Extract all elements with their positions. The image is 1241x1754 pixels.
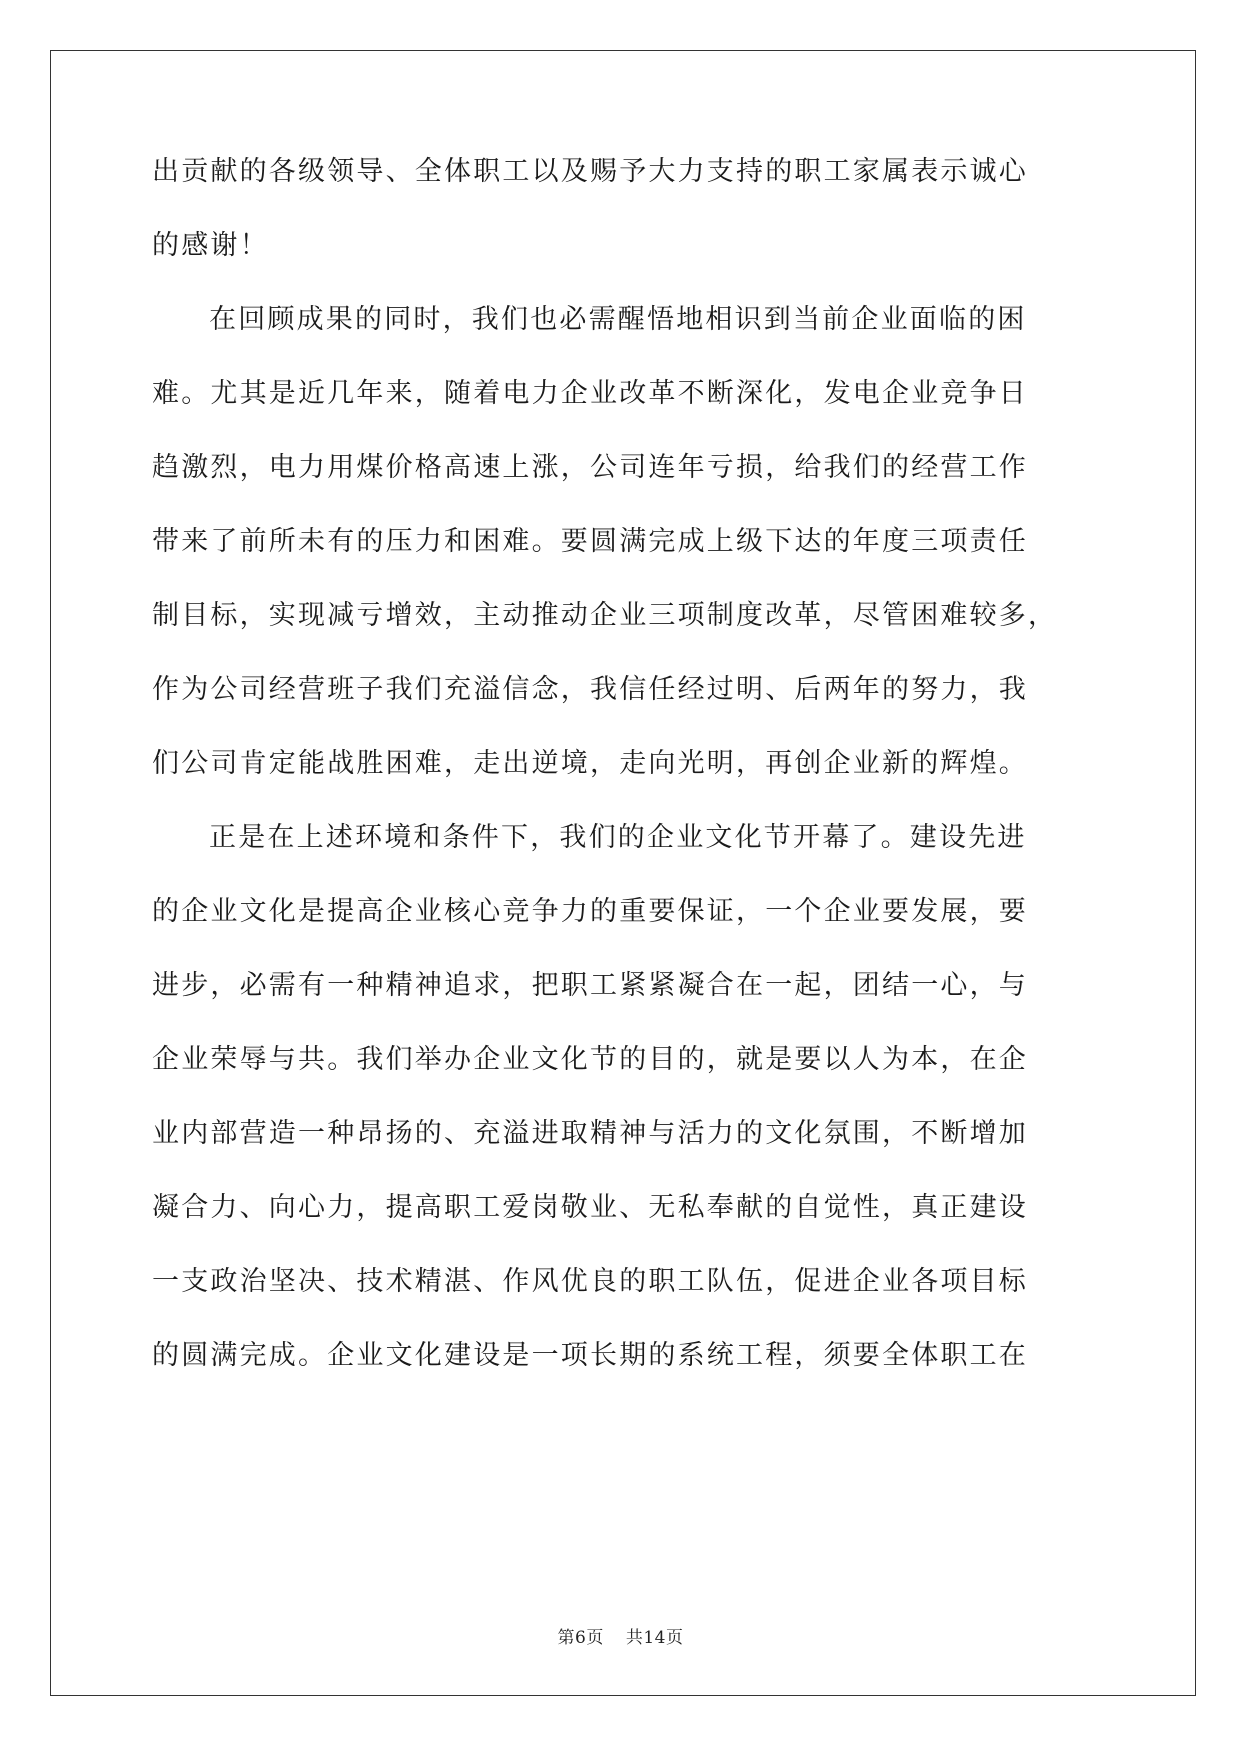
- paragraph-line: 的企业文化是提高企业核心竞争力的重要保证，一个企业要发展，要: [152, 896, 1028, 927]
- page-footer: [0, 1627, 1241, 1649]
- paragraph-line: 难。尤其是近几年来，随着电力企业改革不断深化，发电企业竞争日: [152, 378, 1028, 409]
- paragraph-line: 在回顾成果的同时，我们也必需醒悟地相识到当前企业面临的困: [209, 304, 1027, 335]
- paragraph-line: 的圆满完成。企业文化建设是一项长期的系统工程，须要全体职工在: [152, 1340, 1028, 1371]
- paragraph-line: 制目标，实现减亏增效，主动推动企业三项制度改革，尽管困难较多，: [152, 600, 1058, 631]
- current-page-number: 第6页: [557, 1628, 604, 1648]
- paragraph-line: 业内部营造一种昂扬的、充溢进取精神与活力的文化氛围，不断增加: [152, 1118, 1028, 1149]
- total-pages: 共14页: [625, 1628, 684, 1648]
- page-border: [50, 50, 1196, 1696]
- paragraph-line: 带来了前所未有的压力和困难。要圆满完成上级下达的年度三项责任: [152, 526, 1028, 557]
- paragraph-line: 们公司肯定能战胜困难，走出逆境，走向光明，再创企业新的辉煌。: [152, 748, 1028, 779]
- paragraph-line: 凝合力、向心力，提高职工爱岗敬业、无私奉献的自觉性，真正建设: [152, 1192, 1028, 1223]
- paragraph-line: 作为公司经营班子我们充溢信念，我信任经过明、后两年的努力，我: [152, 674, 1028, 705]
- paragraph-line: 出贡献的各级领导、全体职工以及赐予大力支持的职工家属表示诚心: [152, 156, 1028, 187]
- paragraph-line: 企业荣辱与共。我们举办企业文化节的目的，就是要以人为本，在企: [152, 1044, 1028, 1075]
- paragraph-line: 正是在上述环境和条件下，我们的企业文化节开幕了。建设先进: [209, 822, 1027, 853]
- paragraph-line: 一支政治坚决、技术精湛、作风优良的职工队伍，促进企业各项目标: [152, 1266, 1028, 1297]
- paragraph-line: 进步，必需有一种精神追求，把职工紧紧凝合在一起，团结一心，与: [152, 970, 1028, 1001]
- paragraph-line: 的感谢！: [152, 230, 269, 261]
- paragraph-line: 趋激烈，电力用煤价格高速上涨，公司连年亏损，给我们的经营工作: [152, 452, 1028, 483]
